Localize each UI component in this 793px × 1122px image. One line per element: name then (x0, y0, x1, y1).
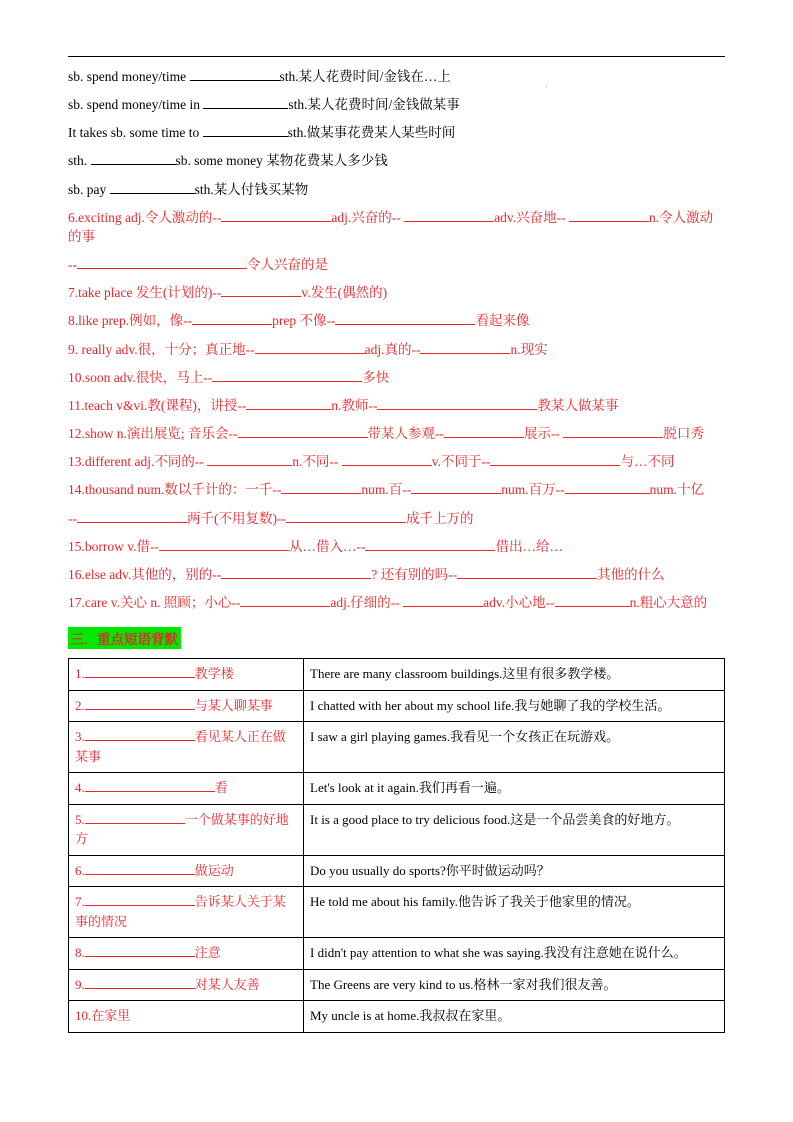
vocab-text: n.令人激动的事 (68, 209, 714, 244)
row-number: 4. (75, 780, 85, 796)
vocab-line (68, 593, 725, 612)
fill-in-blank[interactable] (203, 95, 288, 109)
fill-in-blank[interactable] (203, 124, 288, 138)
row-number: 10. (75, 1008, 92, 1024)
vocab-line (68, 283, 725, 302)
vocab-text: 与…不同 (620, 454, 675, 470)
vocab-text: 其他的什么 (597, 566, 665, 582)
vocab-text: 12.show n.演出展览; 音乐会-- (68, 426, 238, 442)
phrase-prompt-cell (69, 1001, 304, 1033)
table-row (69, 887, 725, 938)
vocab-text: v.不同于-- (431, 454, 491, 470)
vocab-line (68, 480, 725, 499)
phrase-meaning: 在家里 (91, 1008, 131, 1024)
row-number: 9. (75, 976, 85, 992)
example-sentence-cell: Let's look at it again.我们再看一遍。 (304, 773, 725, 805)
vocab-line (68, 95, 725, 114)
fill-in-blank[interactable] (221, 208, 331, 222)
phrase-meaning: 告诉某人关于某事的情况 (75, 894, 286, 929)
vocab-line (68, 537, 725, 556)
page-artifact: . (545, 78, 548, 90)
vocab-text: v.发生(偶然的) (301, 285, 388, 301)
fill-in-blank[interactable] (240, 593, 330, 607)
fill-in-blank[interactable] (221, 283, 301, 297)
row-number: 8. (75, 945, 85, 961)
fill-in-blank[interactable] (85, 665, 195, 678)
vocab-line (68, 452, 725, 471)
fill-in-blank[interactable] (77, 509, 187, 523)
phrase-prompt-cell (69, 855, 304, 887)
fill-in-blank[interactable] (85, 893, 195, 906)
vocab-text: 两千(不用复数)-- (187, 510, 286, 526)
row-number: 1. (75, 666, 85, 682)
vocab-text: sth. (68, 153, 91, 169)
row-number: 3. (75, 729, 85, 745)
fill-in-blank[interactable] (411, 481, 501, 495)
vocab-text: 带某人参观-- (367, 426, 444, 442)
vocab-text: adv.小心地-- (483, 594, 555, 610)
vocab-text: 从…借入…-- (288, 538, 366, 554)
fill-in-blank[interactable] (281, 481, 361, 495)
fill-in-blank[interactable] (555, 593, 630, 607)
vocab-line (68, 123, 725, 142)
vocab-text: It takes sb. some time to (68, 125, 203, 141)
fill-in-blank[interactable] (404, 208, 494, 222)
vocab-text: -- (68, 510, 77, 526)
phrase-prompt-cell (69, 690, 304, 722)
vocab-line (68, 311, 725, 330)
vocab-text: sth.某人花费时间/金钱在…上 (279, 69, 451, 84)
table-row (69, 722, 725, 773)
example-sentence-cell: I didn't pay attention to what she was saying.我没有注意她在说什么。 (304, 938, 725, 970)
fill-in-blank[interactable] (85, 696, 195, 709)
vocab-line (68, 509, 725, 528)
example-sentence-cell: There are many classroom buildings.这里有很多教学楼。 (304, 659, 725, 691)
vocab-line (68, 180, 725, 199)
vocab-text: 15.borrow v.借-- (68, 538, 159, 554)
fill-in-blank[interactable] (91, 152, 176, 166)
vocab-text: 8.like prep.例如，像-- (68, 313, 193, 329)
fill-in-blank[interactable] (255, 340, 365, 354)
fill-in-blank[interactable] (192, 312, 272, 326)
table-row (69, 690, 725, 722)
vocab-line (68, 396, 725, 415)
vocab-text: 17.care v.关心 n. 照顾；小心-- (68, 594, 241, 610)
vocab-text: 成千上万的 (405, 510, 474, 526)
row-number: 5. (75, 811, 85, 827)
phrase-prompt-cell (69, 659, 304, 691)
phrase-prompt-cell (69, 887, 304, 938)
fill-in-blank[interactable] (565, 481, 650, 495)
vocab-text: adj.兴奋的-- (331, 209, 405, 225)
row-number: 6. (75, 862, 85, 878)
vocab-text: prep 不像-- (272, 313, 336, 329)
vocab-line (68, 208, 725, 246)
example-sentence-cell: I chatted with her about my school life.我与她聊了我的学校生活。 (304, 690, 725, 722)
fill-in-blank[interactable] (85, 810, 185, 823)
fill-in-blank[interactable] (85, 779, 215, 792)
vocab-text: sb. pay (68, 181, 110, 197)
vocab-text: adj.真的-- (364, 341, 421, 357)
vocab-text: num.十亿 (649, 482, 705, 498)
fill-in-blank[interactable] (342, 452, 432, 466)
example-sentence-cell: My uncle is at home.我叔叔在家里。 (304, 1001, 725, 1033)
vocab-text: 16.else adv.其他的，别的-- (68, 566, 222, 582)
phrase-meaning: 看见某人正在做某事 (75, 729, 286, 764)
phrase-meaning: 做运动 (194, 862, 234, 878)
phrase-prompt-cell (69, 773, 304, 805)
vocab-text: sb. spend money/time in (68, 97, 204, 113)
phrase-prompt-cell (69, 969, 304, 1001)
vocab-line (68, 565, 725, 584)
phrase-meaning: 与某人聊某事 (194, 697, 273, 713)
vocab-text: 展示-- (524, 426, 564, 442)
vocab-line (68, 340, 725, 359)
vocab-text: 看起来像 (475, 313, 530, 329)
vocab-line (68, 368, 725, 387)
vocab-text: n.不同-- (292, 454, 342, 470)
vocab-text: n.粗心大意的 (629, 594, 708, 610)
vocab-text: 10.soon adv.很快，马上-- (68, 369, 213, 385)
fill-in-blank[interactable] (190, 67, 280, 81)
phrase-prompt-cell (69, 938, 304, 970)
horizontal-rule (68, 56, 725, 57)
fill-in-blank[interactable] (457, 565, 597, 579)
vocab-text: num.百万-- (501, 482, 565, 498)
section-heading: 三．重点短语背默 (68, 627, 181, 649)
vocab-text: 14.thousand num.数以千计的：一千-- (68, 482, 282, 498)
vocab-text: sb. some money 某物花费某人多少钱 (175, 153, 388, 169)
vocab-line (68, 67, 725, 86)
vocab-line (68, 151, 725, 170)
fill-in-blank[interactable] (85, 728, 195, 741)
vocab-text: 借出…给… (495, 538, 563, 554)
table-row (69, 659, 725, 691)
fill-in-blank[interactable] (221, 565, 371, 579)
row-number: 2. (75, 697, 85, 713)
fill-in-blank[interactable] (110, 180, 195, 194)
fill-in-blank[interactable] (238, 424, 368, 438)
fill-in-blank[interactable] (335, 312, 475, 326)
vocab-text: ? 还有别的吗-- (371, 566, 458, 582)
row-number: 7. (75, 894, 85, 910)
vocab-text: 6.exciting adj.令人激动的-- (68, 209, 222, 225)
fill-in-blank[interactable] (85, 861, 195, 874)
fill-in-blank[interactable] (420, 340, 510, 354)
vocab-text: sb. spend money/time (68, 69, 190, 84)
fill-in-blank[interactable] (85, 944, 195, 957)
fill-in-blank[interactable] (207, 452, 292, 466)
fill-in-blank[interactable] (403, 593, 483, 607)
example-sentence-cell: The Greens are very kind to us.格林一家对我们很友善。 (304, 969, 725, 1001)
fill-in-blank[interactable] (159, 537, 289, 551)
fill-in-blank[interactable] (444, 424, 524, 438)
vocab-text: n.现实 (510, 341, 548, 357)
fill-in-blank[interactable] (286, 509, 406, 523)
phrase-table (68, 658, 725, 1033)
table-row (69, 1001, 725, 1033)
vocab-text: 多快 (362, 369, 390, 385)
table-row (69, 969, 725, 1001)
fill-in-blank[interactable] (569, 208, 649, 222)
vocab-text: 7.take place 发生(计划的)-- (68, 285, 222, 301)
fill-in-blank[interactable] (490, 452, 620, 466)
vocab-text: 11.teach v&vi.教(课程)，讲授-- (68, 397, 247, 413)
phrase-prompt-cell (69, 804, 304, 855)
vocab-text: sth.某人付钱买某物 (194, 181, 309, 197)
phrase-meaning: 教学楼 (194, 666, 234, 682)
vocab-text: 9. really adv.很，十分；真正地-- (68, 341, 255, 357)
vocab-text: adj.仔细的-- (330, 594, 404, 610)
fill-in-blank[interactable] (365, 537, 495, 551)
example-sentence-cell: I saw a girl playing games.我看见一个女孩正在玩游戏。 (304, 722, 725, 773)
example-sentence-cell: Do you usually do sports?你平时做运动吗？ (304, 855, 725, 887)
vocab-text: adv.兴奋地-- (494, 209, 569, 225)
vocabulary-section (68, 67, 725, 612)
vocab-text: -- (68, 257, 77, 273)
vocab-line (68, 255, 725, 274)
phrase-meaning: 注意 (194, 945, 221, 961)
vocab-text: 13.different adj.不同的-- (68, 454, 208, 470)
phrase-prompt-cell (69, 722, 304, 773)
fill-in-blank[interactable] (563, 424, 663, 438)
phrase-meaning: 看 (214, 780, 228, 796)
example-sentence-cell: It is a good place to try delicious food.这是一个品尝美食的好地方。 (304, 804, 725, 855)
fill-in-blank[interactable] (212, 368, 362, 382)
phrase-meaning: 一个做某事的好地方 (75, 811, 289, 847)
vocab-line (68, 424, 725, 443)
example-sentence-cell: He told me about his family.他告诉了我关于他家里的情况。 (304, 887, 725, 938)
table-row (69, 938, 725, 970)
fill-in-blank[interactable] (377, 396, 537, 410)
table-row (69, 804, 725, 855)
table-row (69, 773, 725, 805)
vocab-text: 令人兴奋的是 (247, 257, 328, 273)
vocab-text: num.百-- (361, 482, 412, 498)
vocab-text: sth.做某事花费某人某些时间 (287, 125, 456, 141)
vocab-text: 教某人做某事 (537, 397, 619, 413)
table-row (69, 855, 725, 887)
phrase-meaning: 对某人友善 (194, 976, 260, 992)
fill-in-blank[interactable] (85, 975, 195, 988)
vocab-text: n.教师-- (331, 397, 378, 413)
fill-in-blank[interactable] (77, 255, 247, 269)
vocab-text: sth.某人花费时间/金钱做某事 (288, 97, 460, 113)
fill-in-blank[interactable] (246, 396, 331, 410)
vocab-text: 脱口秀 (663, 426, 704, 442)
